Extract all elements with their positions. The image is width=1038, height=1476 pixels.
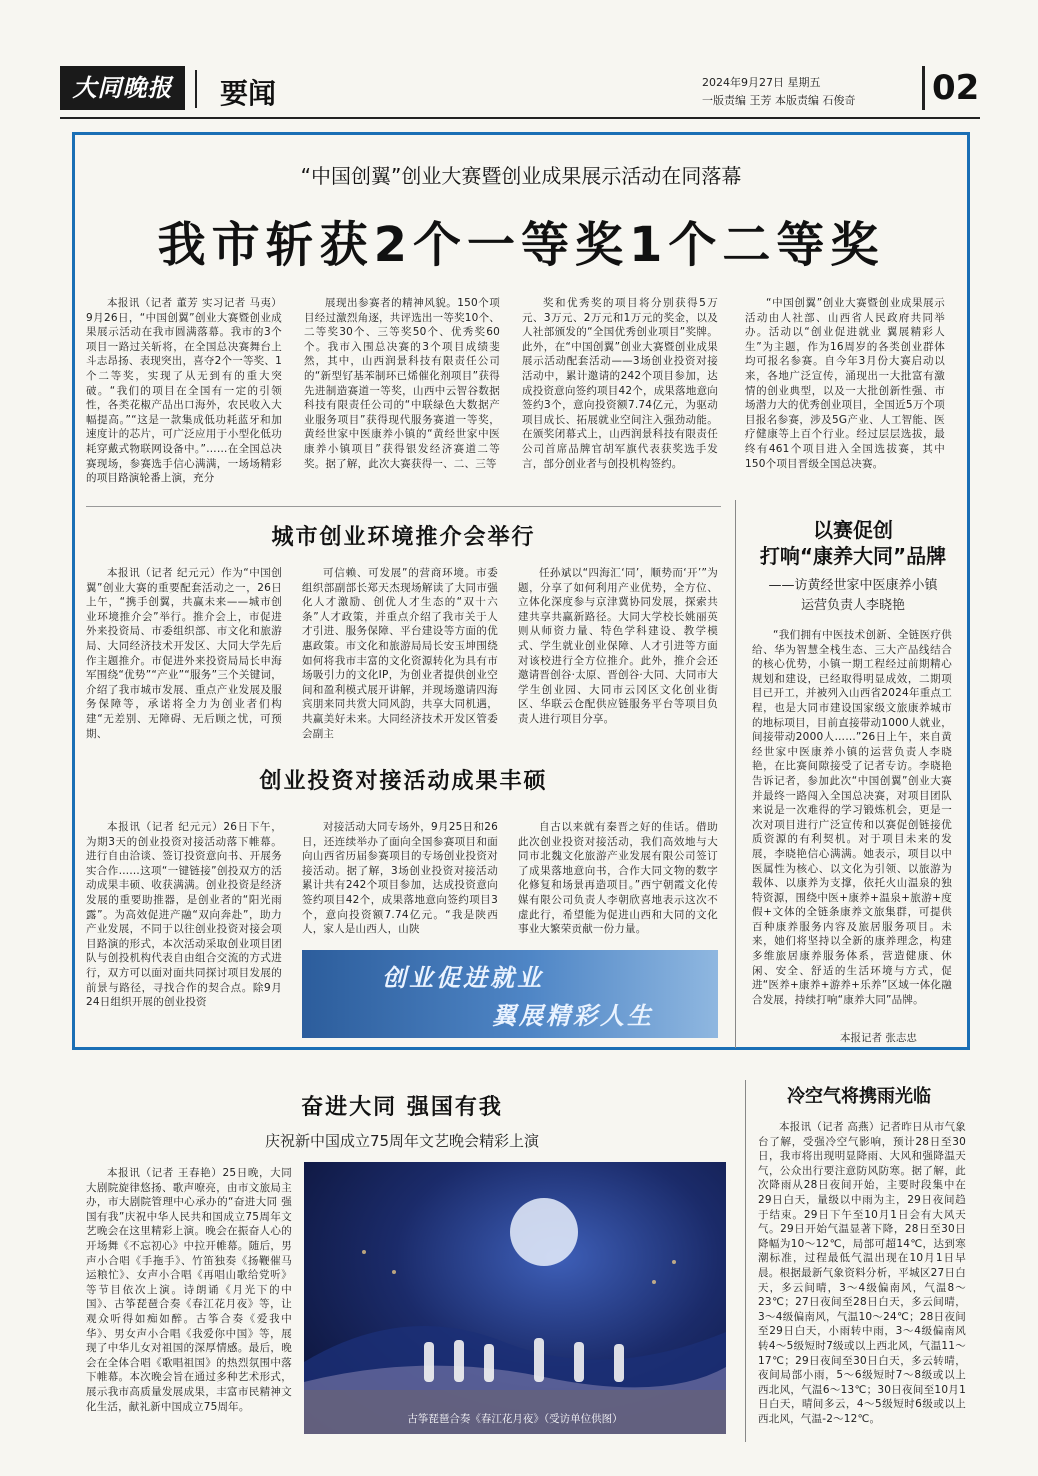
top-story-headline: 我市斩获2个一等奖1个二等奖 bbox=[157, 217, 885, 273]
campaign-banner bbox=[302, 950, 718, 1038]
sidebar-subhead-1: ——访黄经世家中医康养小镇 bbox=[768, 578, 938, 593]
story2-headline: 城市创业环境推介会举行 bbox=[271, 525, 536, 550]
newspaper-logo: 大同晚报 bbox=[60, 66, 185, 110]
story4-body: 本报讯（记者 王春艳）25日晚，大同大剧院旋律悠扬、歌声嘹亮，由市文旅局主办，市大剧院管理中心承办的“奋进大同 强国有我”庆祝中华人民共和国成立75周年文艺晚会在这里精彩上演。晚会在振奋人心的开场舞《不忘初心》中拉开帷幕。随后，男声小合唱《手拖手》、竹笛独奏《扬鞭催马运粮忙》、女声小合唱《再唱山歌给党听》等节目依次上演。诗朗诵《月光下的中国》、古筝琵琶合奏《春江花月夜》等，让观众听得如痴如醉。古筝合奏《爱我中华》、男女声小合唱《我爱你中国》等，展现了中华儿女对祖国的深厚情感。最后，晚会在全体合唱《歌唱祖国》的热烈氛围中落下帷幕。本次晚会旨在通过多种艺术形式，展示我市高质量发展成果，丰富市民精神文化生活，献礼新中国成立75周年。 bbox=[86, 1167, 292, 1413]
story3-col1: 本报讯（记者 纪元元）26日下午，为期3天的创业投资对接活动落下帷幕。进行自由洽谈、签订投资意向书、开展务实合作……这项“一键链接”创投双方的活动成果丰硕、收获满满。创业投资是经济发展的重要助推器，是创业者的“阳光雨露”。为高效促进产融“双向奔赴”，助力产业发展，不同于以往创业投资对接会项目路演的形式，本次活动采取创业项目团队与创投机构代表自由组合交流的方式进行，双方可以面对面共同探讨项目发展的前景与路径，寻找合作的契合点。除9月24日组织开展的创业投资 bbox=[86, 821, 282, 1009]
story3-col3: 自古以来就有秦晋之好的佳话。借助此次创业投资对接活动，我们高效地与大同市北魏文化旅游产业发展有限公司签订了成果落地意向书，合作大同文物的数字化修复和场景再造项目。”西宁朝霞文化传媒有限公司负责人李朝欣喜地表示这次不虚此行，希望能为促进山西和大同的文化事业大繁荣贡献一份力量。 bbox=[518, 821, 718, 936]
masthead bbox=[60, 62, 980, 114]
stage-scene bbox=[304, 1162, 726, 1434]
top-story-col1: 本报讯（记者 董芳 实习记者 马夷）9月26日，“中国创翼”创业大赛暨创业成果展示活动在我市圆满落幕。我市的3个项目一路过关斩将，在全国总决赛舞台上斗志昂扬、表现突出，喜夺2个一等奖、1个二等奖，实现了从无到有的重大突破。“我们的项目在全国有一定的引领性，各类花椒产品出口海外，农民收入大幅提高。”“这是一款集成低功耗蓝牙和加速度计的芯片，可广泛应用于小型化低功耗穿戴式物联网设备中。”……在全国总决赛现场，参赛选手信心满满，一场场精彩的项目路演轮番上演，充分 bbox=[86, 297, 282, 485]
banner-line-2: 翼展精彩人生 bbox=[492, 1002, 654, 1030]
section-rule bbox=[86, 506, 721, 507]
column-rule bbox=[735, 500, 736, 1048]
issue-date: 2024年9月27日 星期五 bbox=[702, 76, 821, 89]
sidebar-body: “我们拥有中医技术创新、全链医疗供给、华为智慧全栈生态、三大产品线结合的核心优势，小镇一期工程经过前期精心规划和建设，已经取得明显成效，二期项目已开工，并被列入山西省2024年重点工程，也是大同市建设国家级文旅康养城市的地标项目，目前直接带动1000人就业，间接带动2000人……”26日上午，来自黄经世家中医康养小镇的运营负责人李晓艳，在比赛间隙接受了记者专访。李晓艳告诉记者，参加此次“中国创翼”创业大赛并最终一路闯入全国总决赛，对项目团队来说是一次难得的学习锻炼机会，更是一次对项目进行广泛宣传和以赛促创链接优质资源的有利契机。对于项目未来的发展，李晓艳信心满满。她表示，项目以中医属性为核心、以文化为引领、以旅游为载体、以康养为支撑，依托火山温泉的独特资源，围绕中医+康养+温泉+旅游+度假+文体的全链条康养文旅集群，可提供百种康养服务内容及旅居服务项目。未来，她们将坚持以全新的康养理念，构建多维旅居康养服务体系，营造健康、休闲、安全、舒适的生活环境与方式，促进“医养+康养+游养+乐养”区域一体化融合发展，持续打响“康养大同”品牌。 bbox=[752, 629, 952, 1006]
photo-caption: 古筝琵琶合奏《春江花月夜》（受访单位供图） bbox=[407, 1413, 623, 1425]
story3-headline: 创业投资对接活动成果丰硕 bbox=[259, 769, 548, 794]
top-story-col2: 展现出参赛者的精神风貌。150个项目经过激烈角逐，共评选出一等奖10个、二等奖30个、三等奖50个、优秀奖60个。我市入围总决赛的3个项目成绩斐然，其中，山西润景科技有限责任公司的“新型钌基苯制环已烯催化剂项目”获得先进制造赛道一等奖，山西中云智谷数据科技有限责任公司的“中联绿色大数据产业服务项目”获得现代服务赛道一等奖，黄经世家中医康养小镇的“黄经世家中医康养小镇项目”获得银发经济赛道二等奖。据了解，此次大赛获得一、二、三等 bbox=[304, 297, 500, 470]
sidebar-headline-1: 以赛促创 bbox=[813, 518, 893, 542]
bottom-column-rule bbox=[745, 1080, 746, 1442]
story4-subhead: 庆祝新中国成立75周年文艺晚会精彩上演 bbox=[264, 1132, 540, 1150]
concert-photo bbox=[304, 1162, 726, 1434]
sidebar-headline-2: 打响“康养大同”品牌 bbox=[759, 544, 947, 568]
moon-shape bbox=[510, 1198, 578, 1266]
banner-line-1: 创业促进就业 bbox=[382, 964, 544, 992]
story2-col2: 可信赖、可发展”的营商环境。市委组织部副部长郑天杰现场解读了大同市强化人才激励、创优人才生态的“双十六条”人才政策，并重点介绍了我市关于人才引进、服务保障、平台建设等方面的优惠政策。市文化和旅游局局长安玉坤围绕如何将我市丰富的文化资源转化为具有市场吸引力的文化IP，为创业者提供创业空间和盈利模式展开讲解，并现场邀请四海宾朋来同共赏大同风韵，共享大同机遇，共赢美好未来。大同经济技术开发区管委会副主 bbox=[302, 567, 498, 740]
masthead-rule bbox=[60, 117, 980, 119]
story5-headline: 冷空气将携雨光临 bbox=[787, 1086, 931, 1107]
story3-col2: 对接活动大同专场外，9月25日和26日，还连续举办了面向全国参赛项目和面向山西省历届参赛项目的专场创业投资对接活动。据了解，3场创业投资对接活动累计共有242个项目参加，达成投资意向签约项目42个，成果落地意向签约项目3个，意向投资额7.74亿元。“我是陕西人，家人是山西人，山陕 bbox=[302, 821, 498, 936]
story2-col1: 本报讯（记者 纪元元）作为“中国创翼”创业大赛的重要配套活动之一，26日上午，“携手创翼，共赢未来——城市创业环境推介会”举行。推介会上，市促进外来投资局、市委组织部、市文化和旅游局、大同经济技术开发区、大同大学先后作主题推介。市促进外来投资局局长申海军围绕“优势”“产业”“服务”三个关键词，介绍了我市城市发展、重点产业发展及服务保障等，承诺将全力为创业者们构建“无差别、无障碍、无后顾之忧，可预期、 bbox=[86, 567, 282, 740]
top-story-col4: “中国创翼”创业大赛暨创业成果展示活动由人社部、山西省人民政府共同举办。活动以“创业促进就业 翼展精彩人生”为主题，作为16周岁的各类创业群体均可报名参赛。自今年3月份大赛启动以来，各地广泛宣传，涌现出一大批富有激情的创业典型，以及一大批创新性强、市场潜力大的优秀创业项目，全国近5万个项目报名参赛，涉及5G产业、人工智能、医疗健康等上百个行业。经过层层选拔，最终有461个项目进入全国选拔赛，其中150个项目晋级全国总决赛。 bbox=[745, 297, 945, 470]
sidebar-subhead-2: 运营负责人李晓艳 bbox=[800, 598, 905, 613]
top-story-col3: 奖和优秀奖的项目将分别获得5万元、3万元、2万元和1万元的奖金，以及人社部颁发的“全国优秀创业项目”奖牌。此外，在“中国创翼”创业大赛暨创业成果展示活动配套活动——3场创业投资对接活动中，累计邀请的242个项目参加，达成投资意向签约项目42个，成果落地意向签约3个，意向投资额7.74亿元，为驱动项目成长、拓展就业空间注入强劲动能。在颁奖闭幕式上，山西润景科技有限责任公司首席品牌官胡军旗代表获奖选手发言，部分创业者与创投机构签约。 bbox=[522, 297, 718, 470]
story4-headline: 奋进大同 强国有我 bbox=[301, 1095, 503, 1120]
top-story-kicker: “中国创翼”创业大赛暨创业成果展示活动在同落幕 bbox=[300, 164, 742, 188]
section-divider bbox=[195, 70, 197, 108]
sidebar-byline: 本报记者 张志忠 bbox=[840, 1032, 917, 1044]
page-number: 02 bbox=[932, 68, 980, 108]
editors-line: 一版责编 王芳 本版责编 石俊奇 bbox=[702, 94, 856, 107]
story2-col3: 任孙斌以“四海汇‘同’，顺势而‘开’”为题，分享了如何利用产业优势，全方位、立体化深度参与京津冀协同发展，探索共建共享共赢新路径。大同大学校长姚丽英则从师资力量、特色学科建设、教学模式、学生就业创业保障、人才引进等方面对该校进行全方位推介。此外，推介会还邀请晋创谷·太原、晋创谷·大同、大同市大学生创业园、大同市云冈区文化创业街区、华联云仓配供应链服务平台等项目负责人进行项目分享。 bbox=[518, 567, 718, 725]
page-divider bbox=[922, 66, 925, 110]
story5-body: 本报讯（记者 高燕）记者昨日从市气象台了解，受强冷空气影响，预计28日至30日，我市将出现明显降雨、大风和强降温天气，公众出行要注意防风防寒。据了解，此次降雨从28日夜间开始，主要时段集中在29日白天，量级以中雨为主，29日夜间趋于结束。29日下午至10月1日会有大风天气。29日开始气温显著下降，28日至30日降幅为10～12℃，局部可超14℃，达到寒潮标准，过程最低气温出现在10月1日早晨。根据最新气象资料分析，平城区27日白天，多云间晴，3～4级偏南风，气温8～23℃；27日夜间至28日白天，多云间晴，3～4级偏南风，气温10～24℃；28日夜间至29日白天，小雨转中雨，3～4级偏南风转4～5级短时7级或以上西北风，气温11～17℃；29日夜间至30日白天，多云转晴，夜间局部小雨，5～6级短时7～8级或以上西北风，气温6～13℃；30日夜间至10月1日白天，晴间多云，4～5级短时6级或以上西北风，气温-2～12℃。 bbox=[758, 1121, 966, 1425]
section-title: 要闻 bbox=[220, 77, 277, 110]
